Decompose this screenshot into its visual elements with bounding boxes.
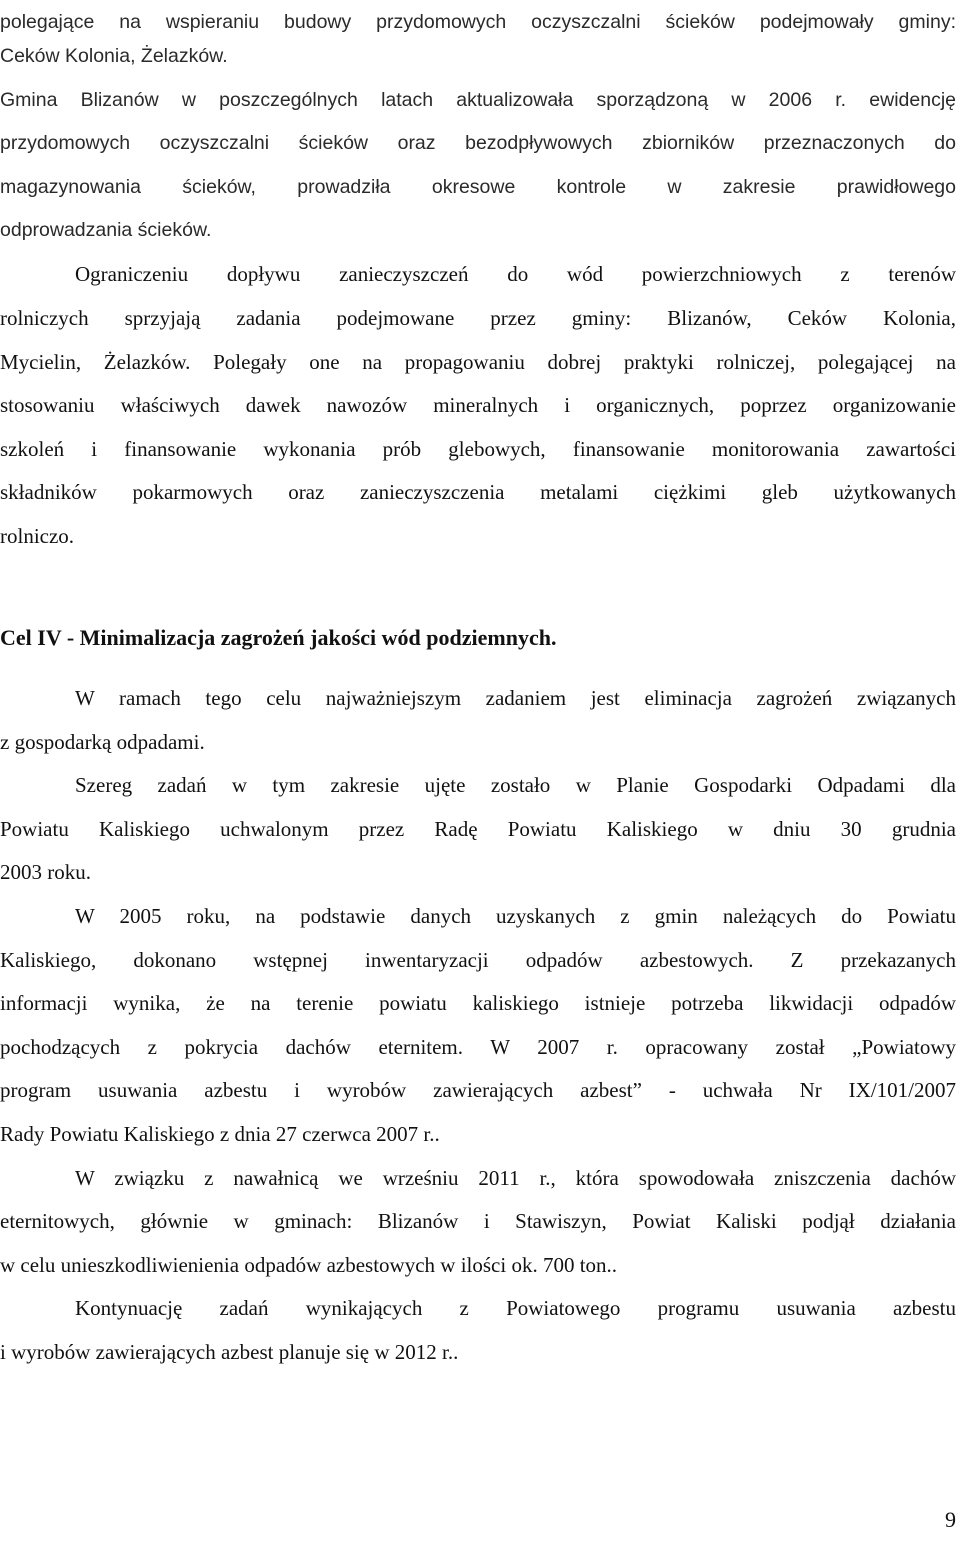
text-line: Powiatu Kaliskiego uchwalonym przez Radę Powiatu Kaliskiego w dniu 30 grudnia [0, 817, 956, 841]
text-line: W związku z nawałnicą we wrześniu 2011 r., która spowodowała zniszczenia dachów [75, 1166, 956, 1190]
text-line: pochodzących z pokrycia dachów eternitem. W 2007 r. opracowany został „Powiatowy [0, 1035, 956, 1059]
text-line: W 2005 roku, na podstawie danych uzyskanych z gmin należących do Powiatu [75, 904, 956, 928]
text-line: Gmina Blizanów w poszczególnych latach aktualizowała sporządzoną w 2006 r. ewidencję [0, 89, 956, 111]
text-line: magazynowania ścieków, prowadziła okresowe kontrole w zakresie prawidłowego [0, 176, 956, 198]
text-line: Ograniczeniu dopływu zanieczyszczeń do wód powierzchniowych z terenów [75, 262, 956, 286]
text-line: eternitowych, głównie w gminach: Blizanów i Stawiszyn, Powiat Kaliski podjął działania [0, 1209, 956, 1233]
text-line: Rady Powiatu Kaliskiego z dnia 27 czerwca 2007 r.. [0, 1122, 440, 1146]
text-line: Kaliskiego, dokonano wstępnej inwentaryzacji odpadów azbestowych. Z przekazanych [0, 948, 956, 972]
section-heading: Cel IV - Minimalizacja zagrożeń jakości wód podziemnych. [0, 625, 557, 650]
text-line: odprowadzania ścieków. [0, 219, 212, 241]
text-line: z gospodarką odpadami. [0, 730, 205, 754]
text-line: informacji wynika, że na terenie powiatu kaliskiego istnieje potrzeba likwidacji odpadów [0, 991, 956, 1015]
text-line: rolniczo. [0, 524, 75, 548]
text-line: rolniczych sprzyjają zadania podejmowane przez gminy: Blizanów, Ceków Kolonia, [0, 306, 956, 330]
text-line: program usuwania azbestu i wyrobów zawierających azbest” - uchwała Nr IX/101/2007 [0, 1078, 956, 1102]
text-line: Kontynuację zadań wynikających z Powiatowego programu usuwania azbestu [75, 1296, 956, 1320]
text-line: przydomowych oczyszczalni ścieków oraz bezodpływowych zbiorników przeznaczonych do [0, 132, 956, 154]
text-line: w celu unieszkodliwienienia odpadów azbestowych w ilości ok. 700 ton.. [0, 1253, 618, 1277]
text-line: składników pokarmowych oraz zanieczyszczenia metalami ciężkimi gleb użytkowanych [0, 480, 956, 504]
text-line: W ramach tego celu najważniejszym zadaniem jest eliminacja zagrożeń związanych [75, 686, 956, 710]
text-line: szkoleń i finansowanie wykonania prób glebowych, finansowanie monitorowania zawartości [0, 437, 956, 461]
text-line: i wyrobów zawierających azbest planuje się w 2012 r.. [0, 1340, 459, 1364]
text-line: Szereg zadań w tym zakresie ujęte zostało w Planie Gospodarki Odpadami dla [75, 773, 956, 797]
text-line: stosowaniu właściwych dawek nawozów mineralnych i organicznych, poprzez organizowanie [0, 393, 956, 417]
page-number: 9 [945, 1507, 956, 1532]
text-line: polegające na wspieraniu budowy przydomowych oczyszczalni ścieków podejmowały gminy: [0, 11, 956, 33]
text-line: Ceków Kolonia, Żelazków. [0, 45, 228, 67]
text-line: Mycielin, Żelazków. Polegały one na propagowaniu dobrej praktyki rolniczej, polegającej na [0, 350, 956, 374]
text-line: 2003 roku. [0, 860, 91, 884]
